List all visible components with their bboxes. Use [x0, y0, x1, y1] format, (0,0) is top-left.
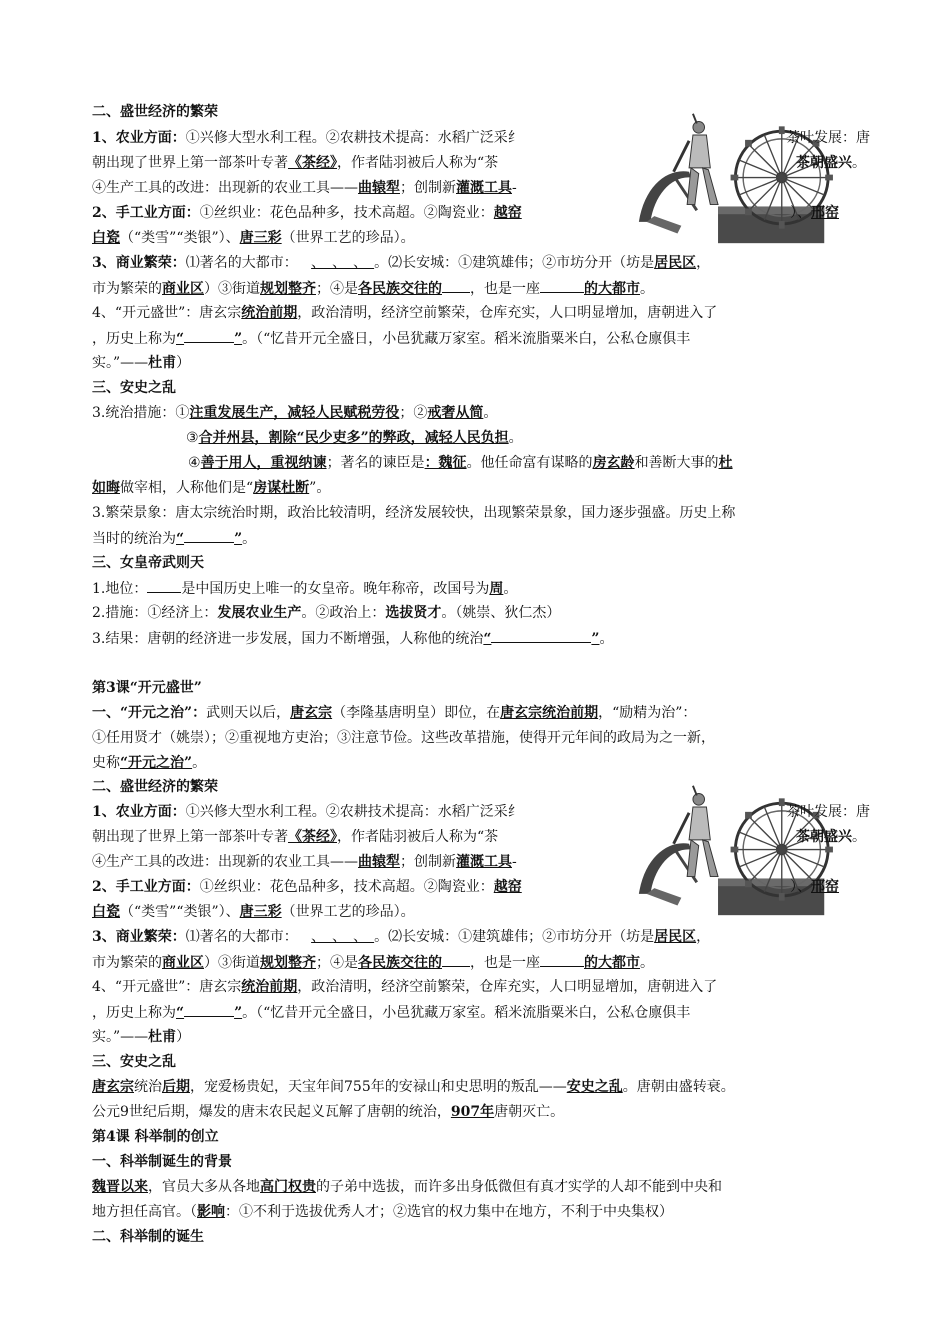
paragraph-line: ③合并州县，割除“民少吏多”的弊政，减轻人民负担。	[186, 430, 523, 446]
paragraph-line: 朝出现了世界上第一部茶叶专著《茶经》，作者陆羽被后人称为“茶	[92, 829, 499, 845]
paragraph-line: 朝出现了世界上第一部茶叶专著《茶经》，作者陆羽被后人称为“茶	[92, 155, 499, 171]
paragraph-line: 当时的统治为“ ”。	[92, 526, 862, 550]
paragraph-line: ，历史上称为“ ”。（“忆昔开元全盛日，小邑犹藏万家室。稻米流脂粟米白，公私仓廪俱丰	[92, 326, 862, 350]
paragraph-line: 3.统治措施：①注重发展生产，减轻人民赋税劳役；②戒奢从简。	[92, 405, 498, 421]
paragraph-line: ④生产工具的改进：出现新的农业工具——曲辕犁；创制新灌溉工具-	[92, 854, 517, 870]
section-heading: 二、盛世经济的繁荣	[92, 104, 218, 120]
section-heading: 三、安史之乱	[92, 1054, 176, 1070]
paragraph-line: 实。”——杜甫）	[92, 355, 191, 371]
paragraph-line: 4、“开元盛世”：唐玄宗统治前期，政治清明，经济空前繁荣，仓库充实，人口明显增加，唐朝进入了	[92, 979, 718, 995]
paragraph-line: ④善于用人，重视纳谏；著名的谏臣是：魏征。他任命富有谋略的房玄龄和善断大事的杜	[188, 455, 733, 471]
paragraph-line: 2、手工业方面：①丝织业：花色品种多，技术高超。②陶瓷业：越窑	[92, 879, 522, 895]
paragraph-line: 市为繁荣的商业区）③街道规划整齐；④是各民族交往的 ，也是一座 的大都市。	[92, 276, 862, 300]
paragraph-line: 2、手工业方面：①丝织业：花色品种多，技术高超。②陶瓷业：越窑	[92, 205, 522, 221]
paragraph-line: 史称“开元之治”。	[92, 755, 207, 771]
paragraph-line: 地方担任高官。（影响：①不利于选拔优秀人才；②选官的权力集中在地方，不利于中央集权）	[92, 1204, 673, 1220]
paragraph-line: 公元9世纪后期，爆发的唐末农民起义瓦解了唐朝的统治，907年唐朝灭亡。	[92, 1104, 565, 1120]
paragraph-line-tail: 茶叶发展：唐	[786, 804, 870, 820]
paragraph-line: 市为繁荣的商业区）③街道规划整齐；④是各民族交往的 ，也是一座 的大都市。	[92, 950, 862, 974]
paragraph-line: 1.地位： 是中国历史上唯一的女皇帝。晚年称帝，改国号为周。	[92, 576, 862, 600]
paragraph-line: 唐玄宗统治后期，宠爱杨贵妃，天宝年间755年的安禄山和史思明的叛乱——安史之乱。唐朝由盛转衰。	[92, 1079, 735, 1095]
section-heading: 三、女皇帝武则天	[92, 555, 204, 571]
paragraph-line: 3、商业繁荣：⑴著名的大都市： 、、、。⑵长安城：①建筑雄伟；②市坊分开（坊是居民区，	[92, 929, 711, 945]
lesson-heading: 第3课“开元盛世”	[92, 680, 202, 696]
paragraph-line-tail: ）、邢窑	[790, 879, 839, 895]
paragraph-line: ①任用贤才（姚崇）；②重视地方吏治；③注意节俭。这些改革措施，使得开元年间的政局为之一新，	[92, 730, 715, 746]
paragraph-line: ，历史上称为“ ”。（“忆昔开元全盛日，小邑犹藏万家室。稻米流脂粟米白，公私仓廪俱丰	[92, 1000, 862, 1024]
paragraph-line: 1、农业方面：①兴修大型水利工程。②农耕技术提高：水稻广泛采纟	[92, 804, 522, 820]
paragraph-line: 3.繁荣景象：唐太宗统治时期，政治比较清明，经济发展较快，出现繁荣景象，国力逐步强盛。历史上称	[92, 505, 736, 521]
lesson-heading: 第4课 科举制的创立	[92, 1129, 219, 1145]
paragraph-line: 白瓷（“类雪”“类银”）、唐三彩（世界工艺的珍品）。	[92, 230, 415, 246]
paragraph-line: 白瓷（“类雪”“类银”）、唐三彩（世界工艺的珍品）。	[92, 904, 415, 920]
paragraph-line-tail: 茶叶发展：唐	[786, 130, 870, 146]
paragraph-line: 如晦做宰相，人称他们是“房谋杜断”。	[92, 480, 331, 496]
paragraph-line: 一、“开元之治”：武则天以后，唐玄宗（李隆基唐明皇）即位，在唐玄宗统治前期，“励精为治”：	[92, 705, 697, 721]
paragraph-line-tail: 茶朝盛兴。	[796, 155, 866, 171]
paragraph-line-tail: 茶朝盛兴。	[796, 829, 866, 845]
paragraph-line: 4、“开元盛世”：唐玄宗统治前期，政治清明，经济空前繁荣，仓库充实，人口明显增加，唐朝进入了	[92, 305, 718, 321]
paragraph-line: 实。”——杜甫）	[92, 1029, 191, 1045]
section-heading: 三、安史之乱	[92, 380, 176, 396]
paragraph-line: 3.结果：唐朝的经济进一步发展，国力不断增强，人称他的统治“ ”。	[92, 626, 862, 650]
section-heading: 二、科举制的诞生	[92, 1229, 204, 1245]
paragraph-line: 3、商业繁荣：⑴著名的大都市： 、、、。⑵长安城：①建筑雄伟；②市坊分开（坊是居民区，	[92, 255, 711, 271]
paragraph-line: 2.措施：①经济上：发展农业生产。②政治上：选拔贤才。（姚崇、狄仁杰）	[92, 605, 561, 621]
section-heading: 一、科举制诞生的背景	[92, 1154, 232, 1170]
paragraph-line: 1、农业方面：①兴修大型水利工程。②农耕技术提高：水稻广泛采纟	[92, 130, 522, 146]
paragraph-line-tail: ）、邢窑	[790, 205, 839, 221]
paragraph-line: 魏晋以来，官员大多从各地高门权贵的子弟中选拔，而许多出身低微但有真才实学的人却不能到中央和	[92, 1179, 722, 1195]
section-heading: 二、盛世经济的繁荣	[92, 779, 218, 795]
paragraph-line: ④生产工具的改进：出现新的农业工具——曲辕犁；创制新灌溉工具-	[92, 180, 517, 196]
